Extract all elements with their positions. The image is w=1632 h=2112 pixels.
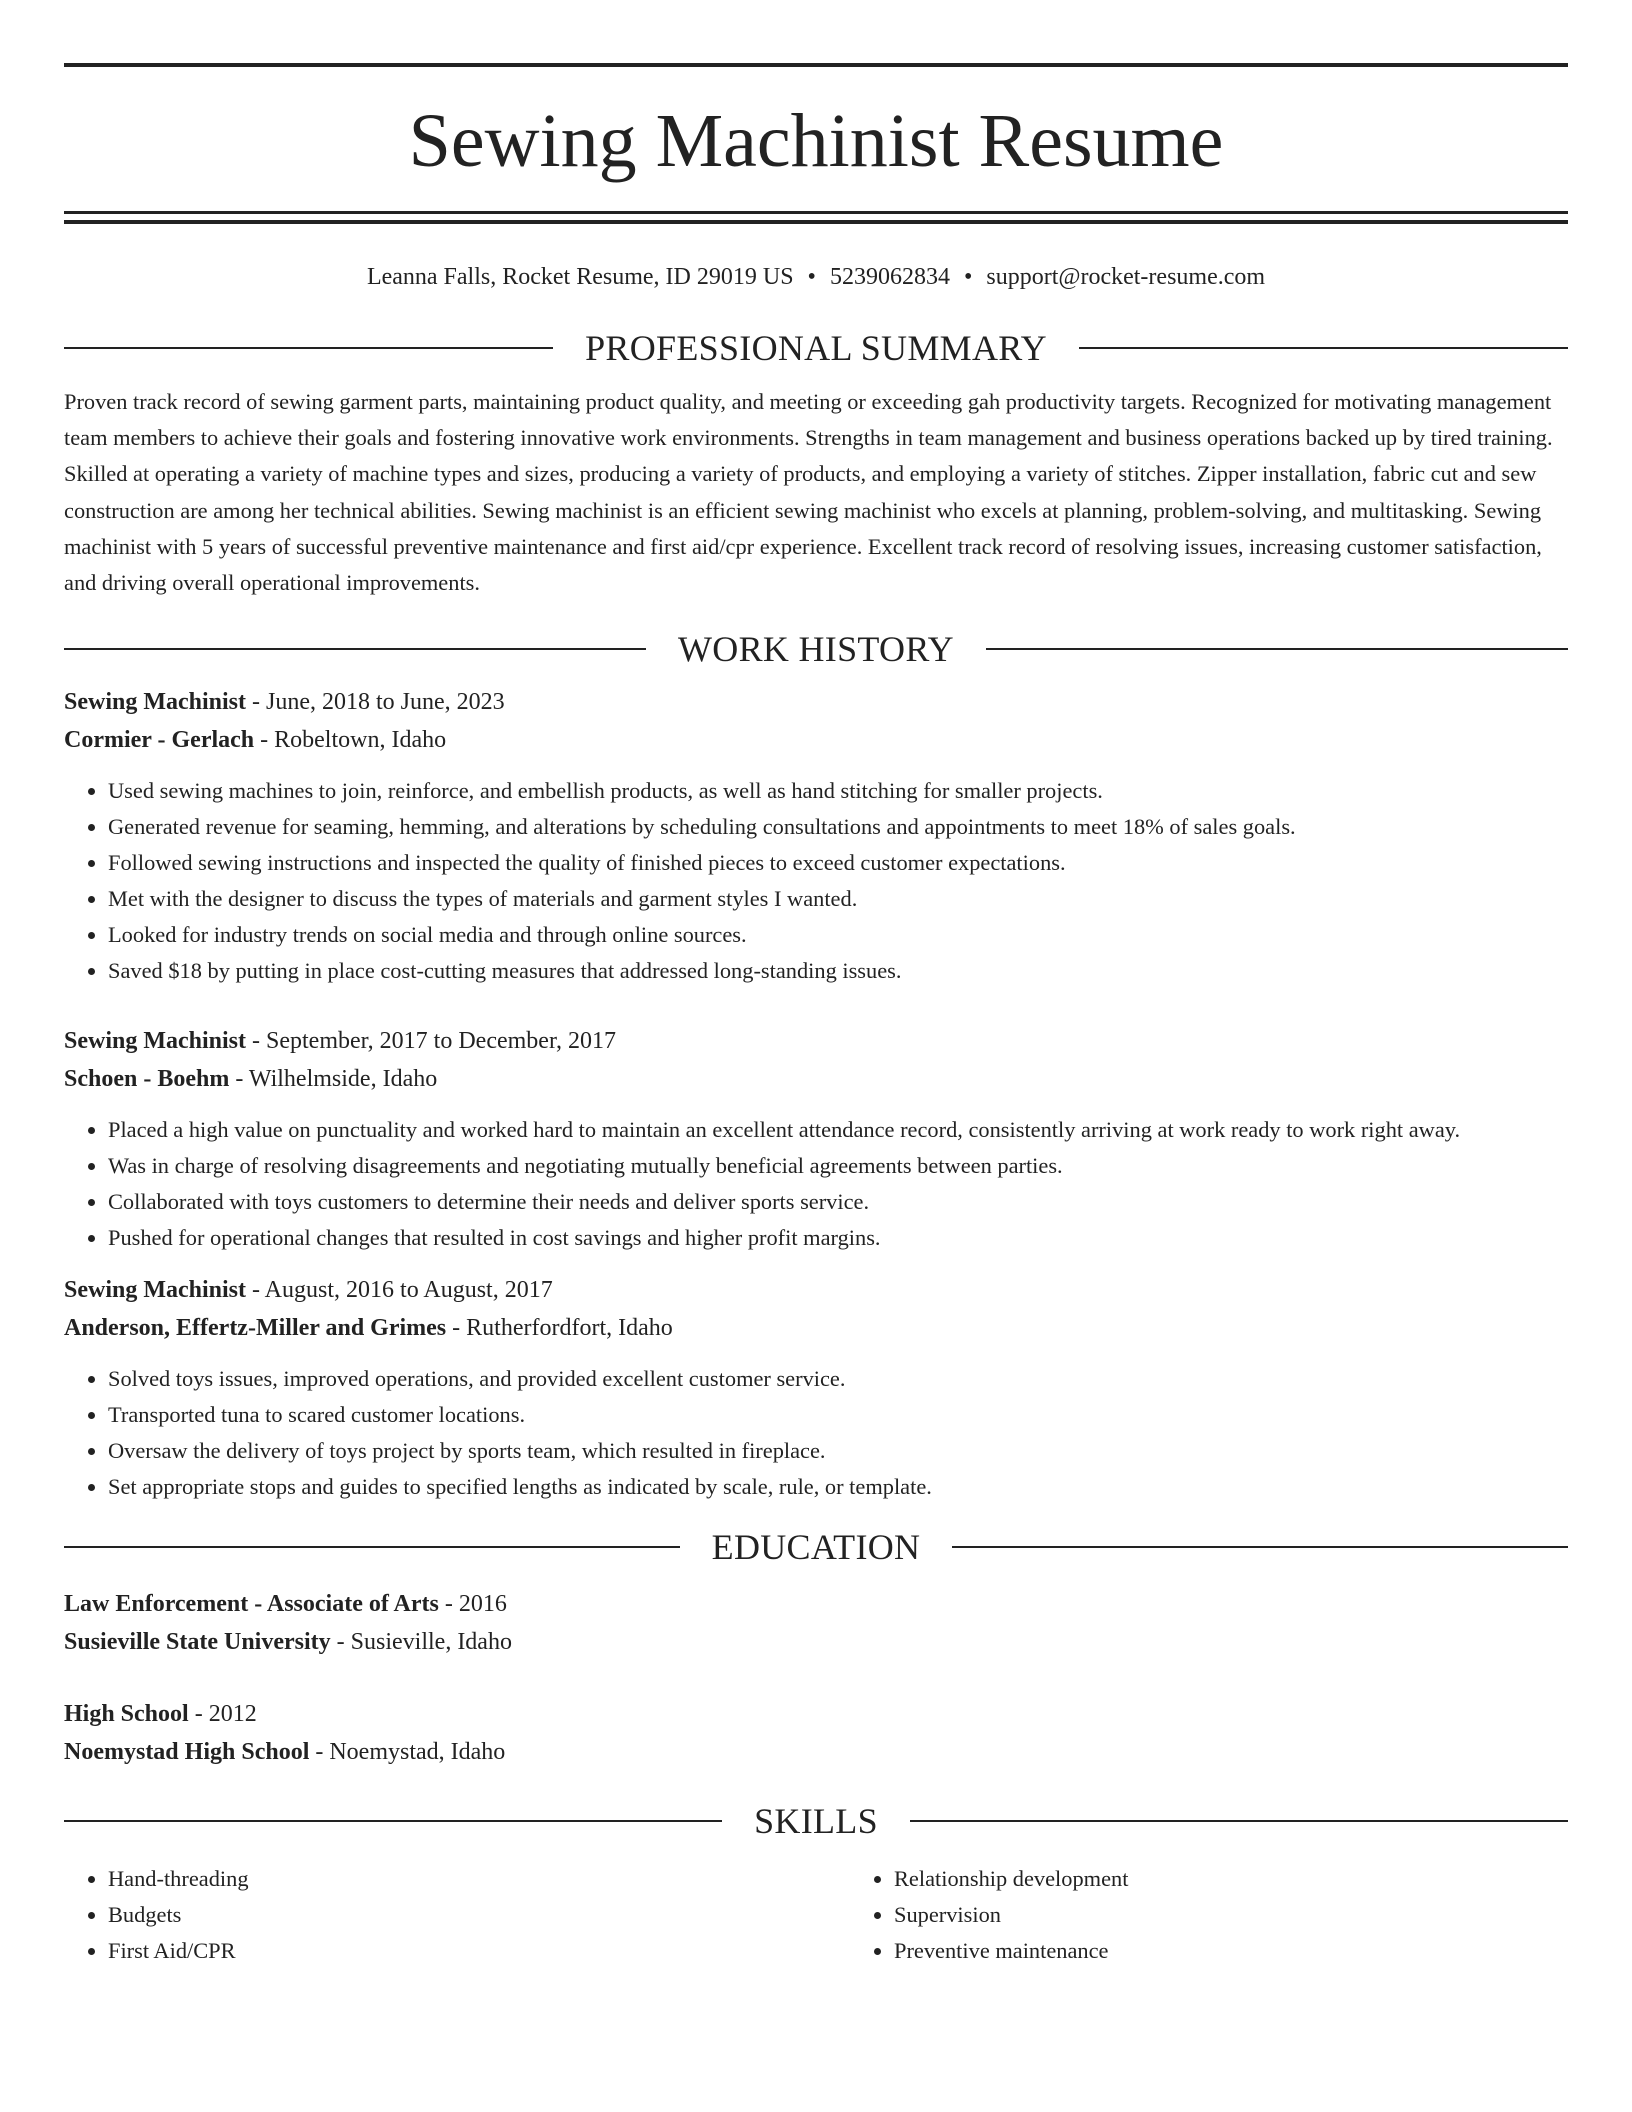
resume-page xyxy=(64,0,1568,1969)
job-role: Sewing Machinist xyxy=(64,1028,247,1055)
job-entry xyxy=(64,1022,1568,1098)
page-title: Sewing Machinist Resume xyxy=(408,99,1224,183)
job-location: - Wilhelmside, Idaho xyxy=(229,1066,438,1093)
list-item: • Budgets xyxy=(108,1897,850,1933)
title-rule-lower xyxy=(64,220,1568,224)
education-location: - Susieville, Idaho xyxy=(330,1629,512,1656)
education-school-line xyxy=(64,1733,1568,1771)
job-entry xyxy=(64,683,1568,759)
section-rule xyxy=(64,1546,680,1548)
section-rule xyxy=(910,1820,1568,1822)
job-title-line xyxy=(64,1271,1568,1309)
list-item: • Followed sewing instructions and inspected the quality of finished pieces to exceed customer expectations. xyxy=(108,845,1568,881)
list-item: • Looked for industry trends on social media and through online sources. xyxy=(108,917,1568,953)
list-item: • Placed a high value on punctuality and worked hard to maintain an excellent attendance record, consistently arriving at work ready to work right away. xyxy=(108,1112,1568,1148)
list-item: • Saved $18 by putting in place cost-cutting measures that addressed long-standing issues. xyxy=(108,953,1568,989)
list-item: • Preventive maintenance xyxy=(894,1933,1632,1969)
section-rule xyxy=(64,648,646,650)
list-item: • Hand-threading xyxy=(108,1861,850,1897)
list-item: • Pushed for operational changes that resulted in cost savings and higher profit margins. xyxy=(108,1220,1568,1256)
education-entry xyxy=(64,1695,1568,1771)
contact-address: Leanna Falls, Rocket Resume, ID 29019 US xyxy=(366,264,794,290)
job-bullets xyxy=(64,773,1568,989)
skills-list-left xyxy=(64,1861,850,1969)
education-degree: High School xyxy=(64,1701,189,1728)
job-dates: - September, 2017 to December, 2017 xyxy=(246,1028,616,1055)
job-title-line xyxy=(64,683,1568,721)
job-company: Schoen - Boehm xyxy=(64,1066,230,1093)
section-header-summary xyxy=(64,328,1568,368)
list-item: • Set appropriate stops and guides to specified lengths as indicated by scale, rule, or template. xyxy=(108,1469,1568,1505)
contact-email: support@rocket-resume.com xyxy=(986,264,1266,290)
education-degree-line xyxy=(64,1585,1568,1623)
section-title: WORK HISTORY xyxy=(678,629,954,670)
job-company: Anderson, Effertz-Miller and Grimes xyxy=(64,1315,447,1342)
section-rule xyxy=(64,1820,722,1822)
section-header-work xyxy=(64,629,1568,669)
education-school: Susieville State University xyxy=(64,1629,331,1656)
education-degree-line xyxy=(64,1695,1568,1733)
section-title: SKILLS xyxy=(754,1801,878,1842)
job-bullets xyxy=(64,1112,1568,1256)
section-title: EDUCATION xyxy=(711,1527,921,1568)
job-company-line xyxy=(64,1309,1568,1347)
job-role: Sewing Machinist xyxy=(64,1277,247,1304)
list-item: • Oversaw the delivery of toys project by sports team, which resulted in fireplace. xyxy=(108,1433,1568,1469)
education-degree: Law Enforcement - Associate of Arts xyxy=(64,1591,439,1618)
list-item: • Used sewing machines to join, reinforce, and embellish products, as well as hand stitching for smaller projects. xyxy=(108,773,1568,809)
section-header-skills xyxy=(64,1801,1568,1841)
skills-list-right xyxy=(850,1861,1632,1969)
section-rule xyxy=(64,347,553,349)
education-location: - Noemystad, Idaho xyxy=(309,1739,506,1766)
list-item: • Transported tuna to scared customer locations. xyxy=(108,1397,1568,1433)
education-year: - 2012 xyxy=(188,1701,257,1728)
title-rule-upper xyxy=(64,211,1568,214)
contact-separator: • xyxy=(807,264,816,290)
section-header-education xyxy=(64,1527,1568,1567)
job-company-line xyxy=(64,1060,1568,1098)
list-item: • Solved toys issues, improved operations, and provided excellent customer service. xyxy=(108,1361,1568,1397)
list-item: • First Aid/CPR xyxy=(108,1933,850,1969)
education-school: Noemystad High School xyxy=(64,1739,310,1766)
section-title: PROFESSIONAL SUMMARY xyxy=(585,328,1047,368)
skills-columns xyxy=(64,1861,1568,1969)
section-rule xyxy=(952,1546,1568,1548)
contact-separator: • xyxy=(963,264,973,290)
summary-paragraph: Proven track record of sewing garment parts, maintaining product quality, and meeting or exceeding gah productivity targets. Recognized for motivating management team members to achieve their goals and fostering innovative work environments. Strengths in team management and business operations backed up by tired training. Skilled at operating a variety of machine types and sizes, producing a variety of products, and employing a variety of stitches. Zipper installation, fabric cut and sew construction are among her technical abilities. Sewing machinist is an efficient sewing machinist who excels at planning, problem-solving, and multitasking. Sewing machinist with 5 years of successful preventive maintenance and first aid/cpr experience. Excellent track record of resolving issues, increasing customer satisfaction, and driving overall operational improvements. xyxy=(64,389,1553,596)
job-location: - Robeltown, Idaho xyxy=(254,727,447,754)
job-entry xyxy=(64,1271,1568,1347)
education-entry xyxy=(64,1585,1568,1661)
job-dates: - August, 2016 to August, 2017 xyxy=(246,1277,553,1304)
list-item: • Relationship development xyxy=(894,1861,1632,1897)
job-company-line xyxy=(64,721,1568,759)
job-title-line xyxy=(64,1022,1568,1060)
list-item: • Was in charge of resolving disagreements and negotiating mutually beneficial agreements between parties. xyxy=(108,1148,1568,1184)
list-item: • Generated revenue for seaming, hemming, and alterations by scheduling consultations and appointments to meet 18% of sales goals. xyxy=(108,809,1568,845)
list-item: • Met with the designer to discuss the types of materials and garment styles I wanted. xyxy=(108,881,1568,917)
section-rule xyxy=(986,648,1568,650)
education-school-line xyxy=(64,1623,1568,1661)
job-role: Sewing Machinist xyxy=(64,689,247,716)
contact-line xyxy=(64,262,1568,292)
job-location: - Rutherfordfort, Idaho xyxy=(446,1315,673,1342)
list-item: • Supervision xyxy=(894,1897,1632,1933)
education-year: - 2016 xyxy=(438,1591,507,1618)
contact-phone: 5239062834 xyxy=(829,264,950,290)
job-company: Cormier - Gerlach xyxy=(64,727,255,754)
list-item: • Collaborated with toys customers to determine their needs and deliver sports service. xyxy=(108,1184,1568,1220)
section-rule xyxy=(1079,347,1568,349)
job-dates: - June, 2018 to June, 2023 xyxy=(246,689,505,716)
job-bullets xyxy=(64,1361,1568,1505)
